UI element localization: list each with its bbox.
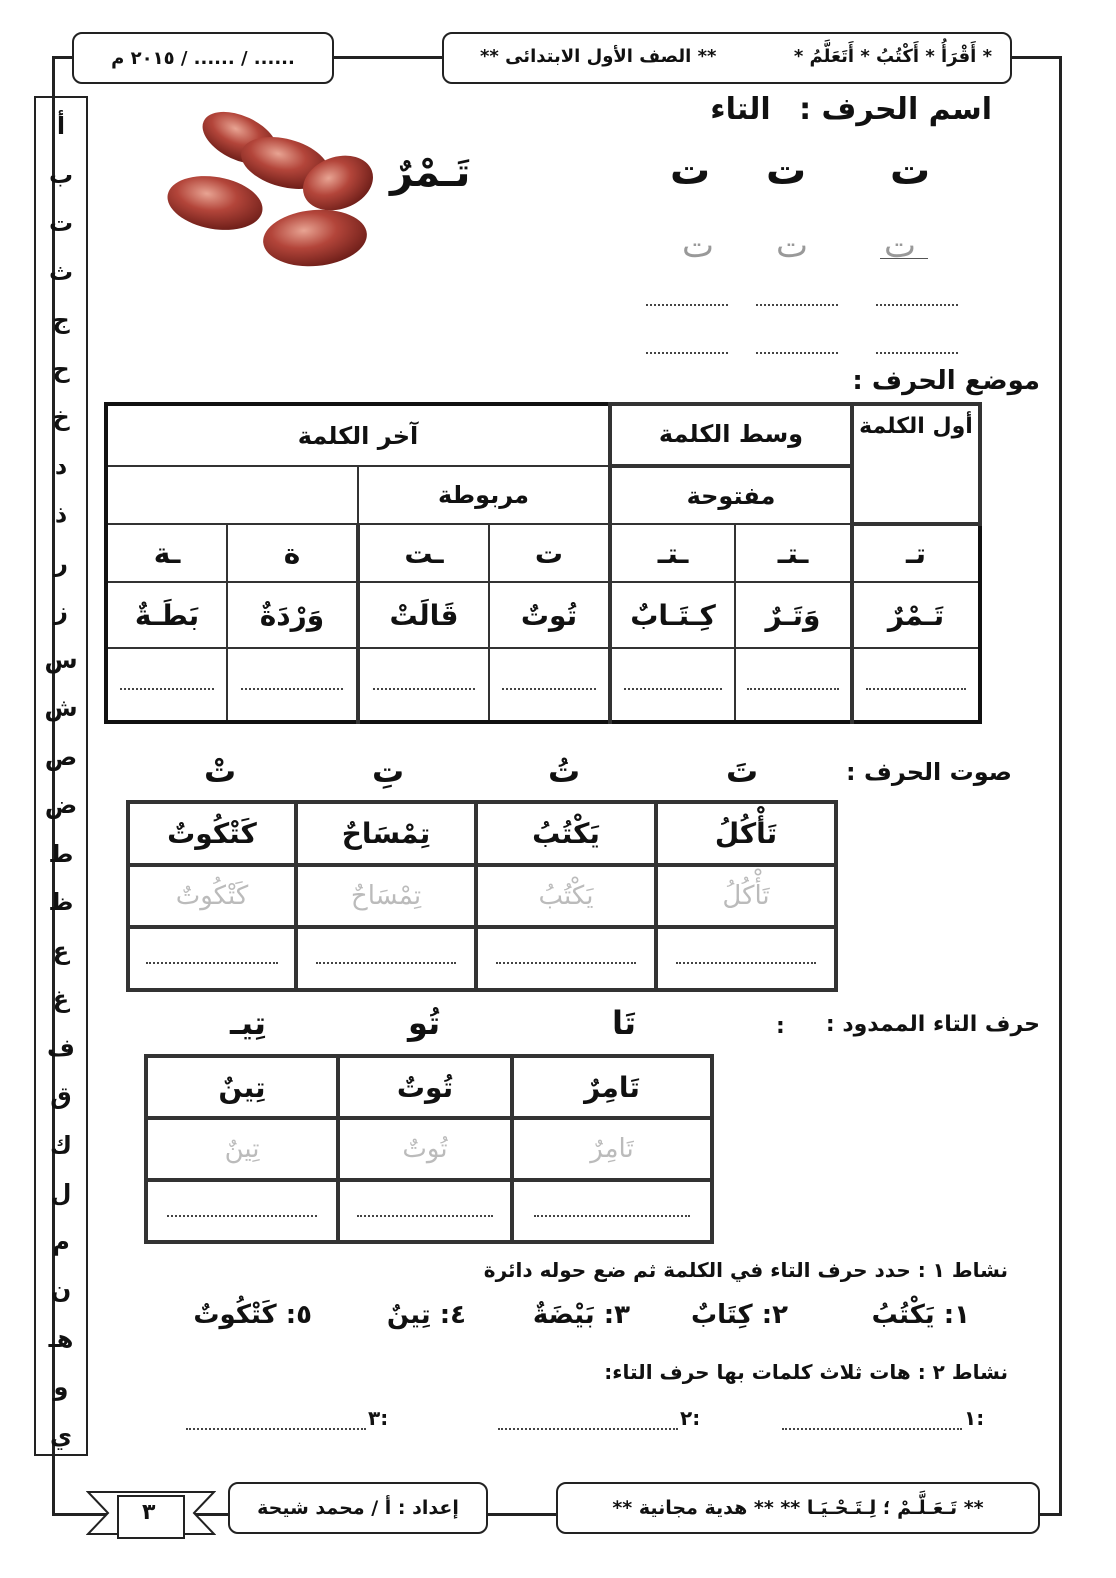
- word-cell: وَتَـرٌ: [735, 582, 852, 648]
- sound-blank-cell: [128, 927, 296, 990]
- long-blank-cell: [146, 1180, 338, 1242]
- alphabet-letter: غ: [52, 985, 70, 1014]
- practice-line: [876, 352, 958, 354]
- author-box: [228, 1482, 488, 1534]
- title-left: ** الصف الأول الابتدائى **: [480, 46, 717, 67]
- alphabet-letter: ص: [44, 742, 78, 771]
- long-word-cell: تِينٌ: [146, 1056, 338, 1118]
- sound-title: صوت الحرف :: [845, 758, 1012, 786]
- page-number: ٣: [142, 1500, 156, 1525]
- traced-letter-1: ت: [884, 226, 917, 266]
- activity1-item: ١: يَكْتُبُ: [871, 1300, 970, 1330]
- sound-word-cell: تِمْسَاحٌ: [296, 802, 476, 865]
- alphabet-column: [34, 96, 88, 1456]
- blank-cell: [489, 648, 610, 722]
- long-blank-cell: [512, 1180, 712, 1242]
- form-cell: تـ: [852, 524, 980, 582]
- letter-2: ت: [766, 148, 807, 194]
- blank-cell: [358, 648, 489, 722]
- long-title: حرف التاء الممدود :: [825, 1012, 1040, 1037]
- alphabet-letter: ت: [48, 209, 74, 238]
- alphabet-letter: ك: [50, 1130, 72, 1159]
- position-table: [104, 402, 982, 724]
- practice-line: [756, 352, 838, 354]
- practice-line: [646, 352, 728, 354]
- word-cell: كِـتَـابٌ: [610, 582, 735, 648]
- long-trace-cell: تَامِرٌ: [512, 1118, 712, 1180]
- colon-mark: :: [776, 1014, 785, 1039]
- word-cell: بَطَـةٌ: [106, 582, 227, 648]
- alphabet-letter: ن: [50, 1276, 72, 1305]
- alphabet-letter: ث: [48, 257, 74, 286]
- alphabet-letter: و: [53, 1373, 69, 1402]
- blank-cell: [852, 648, 980, 722]
- long-trace-cell: تُوتٌ: [338, 1118, 512, 1180]
- alphabet-letter: ل: [50, 1179, 72, 1208]
- form-cell: ـة: [106, 524, 227, 582]
- sound-word-cell: تَأْكُلُ: [656, 802, 836, 865]
- alphabet-letter: ع: [52, 936, 70, 965]
- form-cell: ة: [227, 524, 358, 582]
- picture-word: تَـمْرٌ: [390, 150, 471, 196]
- vowel-2: تُ: [548, 752, 581, 790]
- alphabet-letter: ظ: [48, 888, 74, 917]
- date-text: ...... / ...... / ٢٠١٥ م: [111, 47, 295, 69]
- words-row: [106, 582, 980, 648]
- vowel-4: تْ: [204, 752, 237, 790]
- title-right: * أَقْرَأُ * أَكْتُبُ * أَتَعَلَّمُ *: [793, 46, 992, 67]
- alphabet-letter: ج: [52, 306, 70, 335]
- answer-line-1: [782, 1428, 962, 1430]
- alphabet-letter: ط: [48, 839, 74, 868]
- blank-row: [106, 648, 980, 722]
- alphabet-letter: ف: [47, 1033, 75, 1062]
- activity2-title: نشاط ٢ : هات ثلاث كلمات بها حرف التاء:: [604, 1360, 1008, 1384]
- slogan-box: [556, 1482, 1040, 1534]
- alphabet-letter: ح: [52, 354, 70, 383]
- letter-1: ت: [890, 148, 931, 194]
- header-tied: مربوطة: [358, 466, 610, 524]
- letter-name-value: التاء: [710, 92, 771, 127]
- frame-right: [1059, 56, 1062, 1516]
- header-end: آخر الكلمة: [106, 404, 610, 466]
- alphabet-letter: ش: [44, 694, 78, 723]
- sound-trace-cell: تَأْكُلُ: [656, 865, 836, 928]
- alphabet-letter: أ: [56, 112, 66, 140]
- alphabet-letter: ض: [44, 791, 78, 820]
- activity1-item: ٤: تِينٌ: [386, 1300, 466, 1330]
- long-form-1: تَا: [612, 1004, 637, 1042]
- alphabet-letter: م: [52, 1227, 70, 1256]
- alphabet-letter: ق: [50, 1082, 72, 1111]
- sound-table: [126, 800, 838, 992]
- title-box: [442, 32, 1012, 84]
- sound-trace-cell: كَتْكُوتٌ: [128, 865, 296, 928]
- sound-blank-cell: [656, 927, 836, 990]
- answer-label-2: ٢:: [680, 1406, 701, 1430]
- word-cell: قَالَتْ: [358, 582, 489, 648]
- header-open: مفتوحة: [610, 466, 852, 524]
- practice-line: [876, 304, 958, 306]
- blank-cell: [227, 648, 358, 722]
- answer-line-3: [186, 1428, 366, 1430]
- blank-cell: [610, 648, 735, 722]
- sound-blank-cell: [296, 927, 476, 990]
- letter-name-row: [710, 92, 992, 127]
- form-cell: ـت: [358, 524, 489, 582]
- activity1-item: ٥: كَتْكُوتٌ: [193, 1300, 312, 1330]
- vowel-1: تَ: [726, 752, 759, 790]
- header-middle: وسط الكلمة: [610, 404, 852, 466]
- letter-3: ت: [670, 148, 711, 194]
- alphabet-letter: ذ: [54, 500, 68, 529]
- long-word-cell: تَامِرٌ: [512, 1056, 712, 1118]
- activity1-title: نشاط ١ : حدد حرف التاء في الكلمة ثم ضع حوله دائرة: [483, 1258, 1008, 1282]
- practice-line: [756, 304, 838, 306]
- forms-row: [106, 524, 980, 582]
- word-cell: وَرْدَةٌ: [227, 582, 358, 648]
- word-cell: تَـمْرٌ: [852, 582, 980, 648]
- alphabet-letter: ي: [50, 1422, 72, 1450]
- header-start: أول الكلمة: [852, 404, 980, 524]
- alphabet-letter: ر: [54, 548, 68, 577]
- alphabet-letter: هـ: [48, 1324, 74, 1353]
- long-trace-cell: تِينٌ: [146, 1118, 338, 1180]
- date-box: [72, 32, 334, 84]
- activity1-item: ٣: بَيْضَةٌ: [532, 1300, 630, 1330]
- form-cell: ـتـ: [735, 524, 852, 582]
- alphabet-letter: س: [44, 645, 78, 674]
- author-text: إعداد : أ / محمد شيحة: [257, 1497, 459, 1519]
- vowel-3: تِ: [372, 752, 405, 790]
- alphabet-letter: ز: [54, 597, 68, 626]
- alphabet-letter: ب: [48, 160, 74, 189]
- answer-line-2: [498, 1428, 678, 1430]
- position-title: موضع الحرف :: [852, 366, 1040, 396]
- sound-trace-cell: يَكْتُبُ: [476, 865, 656, 928]
- activity1-item: ٢: كِتَابٌ: [691, 1300, 788, 1330]
- alphabet-letter: خ: [52, 403, 70, 432]
- long-table: [144, 1054, 714, 1244]
- long-word-cell: تُوتٌ: [338, 1056, 512, 1118]
- page-number-badge: [86, 1484, 216, 1542]
- dates-image: [160, 108, 380, 278]
- form-cell: ت: [489, 524, 610, 582]
- long-form-3: تِيـ: [230, 1004, 267, 1042]
- sound-trace-cell: تِمْسَاحٌ: [296, 865, 476, 928]
- blank-cell: [106, 648, 227, 722]
- answer-label-1: ١:: [964, 1406, 985, 1430]
- word-cell: تُوتٌ: [489, 582, 610, 648]
- sound-blank-cell: [476, 927, 656, 990]
- letter-name-label: اسم الحرف :: [799, 92, 992, 127]
- sound-word-cell: يَكْتُبُ: [476, 802, 656, 865]
- slogan-text: ** تَـعَـلَّـمْ ؛ لِـتَـحْـيَـا ** ** هدية مجانية **: [612, 1497, 984, 1519]
- traced-letter-3: ت: [682, 226, 715, 266]
- answer-label-3: ٣:: [368, 1406, 389, 1430]
- blank-cell: [735, 648, 852, 722]
- long-blank-cell: [338, 1180, 512, 1242]
- traced-underline: [880, 258, 928, 259]
- practice-line: [646, 304, 728, 306]
- traced-letter-2: ت: [776, 226, 809, 266]
- alphabet-letter: د: [54, 451, 68, 480]
- form-cell: ـتـ: [610, 524, 735, 582]
- long-form-2: تُو: [408, 1004, 441, 1042]
- sound-word-cell: كَتْكُوتٌ: [128, 802, 296, 865]
